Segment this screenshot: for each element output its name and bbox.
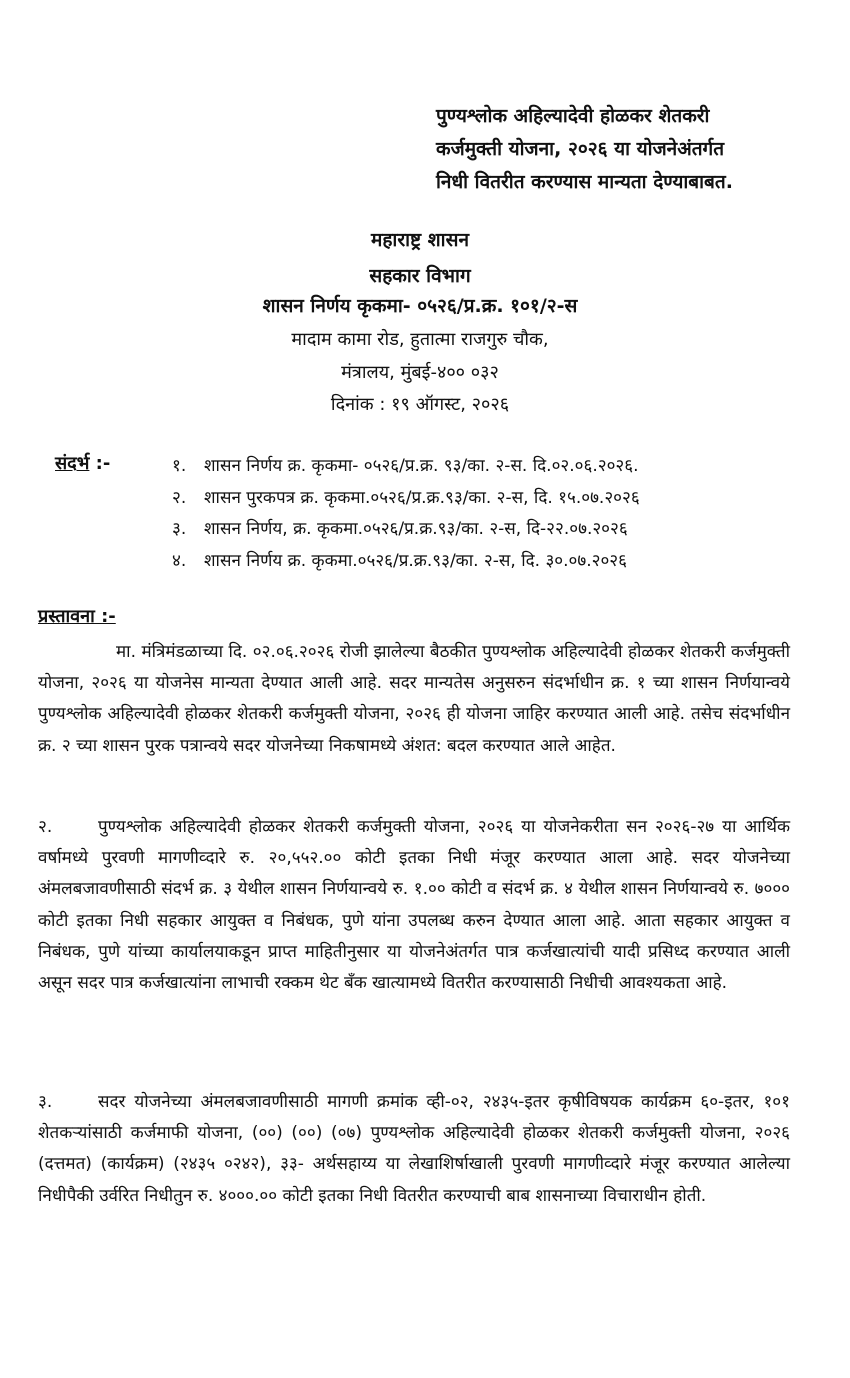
preamble-paragraph-2 [38, 812, 790, 999]
paragraph-number: ३. [38, 1092, 53, 1112]
reference-number: १. [172, 456, 187, 476]
reference-text: शासन निर्णय क्र. कृकमा- ०५२६/प्र.क्र. ९३/का. २-स. दि.०२.०६.२०२६. [204, 456, 639, 476]
reference-number: ३. [172, 519, 187, 539]
reference-text: शासन निर्णय क्र. कृकमा.०५२६/प्र.क्र.९३/का. २-स, दि. ३०.०७.२०२६ [204, 550, 627, 571]
reference-number: २. [172, 487, 187, 508]
paragraph-text: पुण्यश्लोक अहिल्यादेवी होळकर शेतकरी कर्जमुक्ती योजना, २०२६ या योजनेकरीता सन २०२६-२७ या आर्थिक वर्षामध्ये पुरवणी मागणीव्दारे रु. २०,५५२.०० कोटी इतका निधी मंजूर करण्यात आला आहे. सदर योजनेच्या अंमलबजावणीसाठी संदर्भ क्र. ३ येथील शासन निर्णयान्वये रु. १.०० कोटी व संदर्भ क्र. ४ येथील शासन निर्णयान्वये रु. ७००० कोटी इतका निधी सहकार आयुक्त व निबंधक, पुणे यांना उपलब्ध करुन देण्यात आला आहे. आता सहकार आयुक्त व निबंधक, पुणे यांच्या कार्यालयाकडून प्राप्त माहितीनुसार या योजनेअंतर्गत पात्र कर्जखात्यांची यादी प्रसिध्द करण्यात आली असून सदर पात्र कर्जखात्यांना लाभाची रक्कम थेट बँक खात्यामध्ये वितरीत करण्यासाठी निधीची आवश्यकता आहे. [38, 817, 790, 994]
reference-text: शासन पुरकपत्र क्र. कृकमा.०५२६/प्र.क्र.९३/का. २-स, दि. १५.०७.२०२६ [204, 487, 640, 508]
subject-line-3: निधी वितरीत करण्यास मान्यता देण्याबाबत. [436, 171, 733, 193]
references-label-text: संदर्भ [55, 453, 90, 474]
reference-item [172, 514, 792, 546]
reference-item [172, 483, 792, 515]
references-separator: :- [89, 453, 111, 474]
preamble-title: प्रस्तावना :- [38, 606, 116, 627]
references-list [172, 451, 792, 577]
gr-number: शासन निर्णय कृकमा- ०५२६/प्र.क्र. १०१/२-स [262, 295, 578, 317]
reference-item [172, 451, 792, 483]
paragraph-text: सदर योजनेच्या अंमलबजावणीसाठी मागणी क्रमांक व्ही-०२, २४३५-इतर कृषीविषयक कार्यक्रम ६०-इतर, १०१ शेतकऱ्यांसाठी कर्जमाफी योजना, (००) (००) (०७) पुण्यश्लोक अहिल्यादेवी होळकर शेतकरी कर्जमुक्ती योजना, २०२६ (दत्तमत) (कार्यक्रम) (२४३५ ०२४२), ३३- अर्थसहाय्य या लेखाशिर्षाखाली पुरवणी मागणीव्दारे मंजूर करण्यात आलेल्या निधीपैकी उर्वरित निधीतुन रु. ४०००.०० कोटी इतका निधी वितरीत करण्याची बाब शासनाच्या विचाराधीन होती. [38, 1092, 790, 1206]
preamble-paragraph-1: मा. मंत्रिमंडळाच्या दि. ०२.०६.२०२६ रोजी झालेल्या बैठकीत पुण्यश्लोक अहिल्यादेवी होळकर शेतकरी कर्जमुक्ती योजना, २०२६ या योजनेस मान्यता देण्यात आली आहे. सदर मान्यतेस अनुसरुन संदर्भाधीन क्र. १ च्या शासन निर्णयान्वये पुण्यश्लोक अहिल्यादेवी होळकर शेतकरी कर्जमुक्ती योजना, २०२६ ही योजना जाहिर करण्यात आली आहे. तसेच संदर्भाधीन क्र. २ च्या शासन पुरक पत्रान्वये सदर योजनेच्या निकषामध्ये अंशत: बदल करण्यात आले आहेत. [38, 642, 790, 756]
subject-block [436, 100, 796, 199]
document-date: दिनांक : १९ ऑगस्ट, २०२६ [330, 394, 510, 415]
references-label [55, 451, 110, 475]
reference-number: ४. [172, 550, 187, 571]
reference-item [172, 546, 792, 578]
preamble-paragraph-3 [38, 1087, 790, 1212]
address-line-2: मंत्रालय, मुंबई-४०० ०३२ [341, 362, 499, 383]
subject-line-1: पुण्यश्लोक अहिल्यादेवी होळकर शेतकरी [436, 105, 710, 127]
subject-line-2: कर्जमुक्ती योजना, २०२६ या योजनेअंतर्गत [436, 138, 725, 160]
paragraph-number: २. [38, 817, 53, 837]
government-name: महाराष्ट्र शासन [370, 229, 469, 251]
address-line-1: मादाम कामा रोड, हुतात्मा राजगुरु चौक, [291, 329, 549, 350]
reference-text: शासन निर्णय, क्र. कृकमा.०५२६/प्र.क्र.९३/का. २-स, दि-२२.०७.२०२६ [204, 519, 628, 539]
department-name: सहकार विभाग [369, 265, 471, 287]
